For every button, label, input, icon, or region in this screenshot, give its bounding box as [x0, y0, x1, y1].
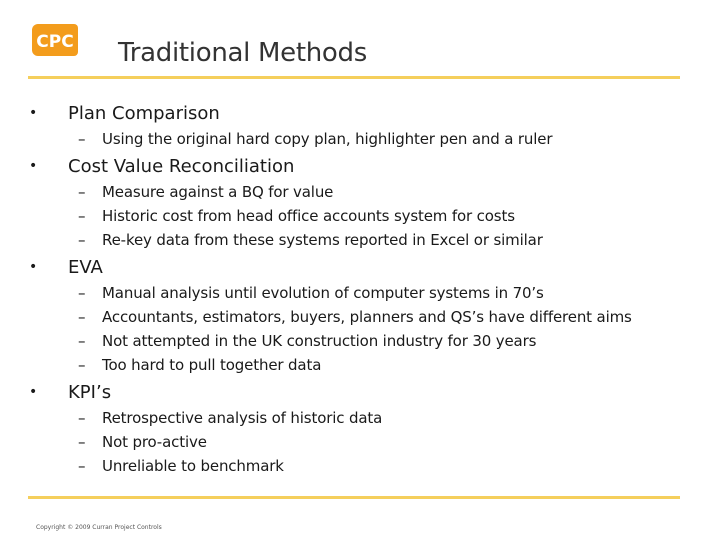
dash-marker: –	[78, 284, 86, 302]
cpc-logo	[30, 22, 80, 58]
bullet-text: Cost Value Reconciliation	[68, 156, 295, 177]
dash-marker: –	[78, 457, 86, 475]
bullet-eva	[26, 254, 686, 281]
sub-item: – Using the original hard copy plan, highlighter pen and a ruler	[26, 127, 686, 151]
dash-marker: –	[78, 231, 86, 249]
dash-marker: –	[78, 409, 86, 427]
bullet-text: KPI’s	[68, 382, 112, 403]
bullet-marker: •	[29, 105, 38, 121]
dash-marker: –	[78, 356, 86, 374]
dash-marker: –	[78, 183, 86, 201]
dash-marker: –	[78, 207, 86, 225]
copyright-text: Copyright © 2009 Curran Project Controls	[36, 524, 162, 531]
bullet-cost-value-reconciliation	[26, 153, 686, 180]
dash-marker: –	[78, 130, 86, 148]
dash-marker: –	[78, 308, 86, 326]
dash-marker: –	[78, 332, 86, 350]
sub-item: – Not pro-active	[26, 430, 686, 454]
sub-item: – Re-key data from these systems reported in Excel or similar	[26, 228, 686, 252]
sub-item: – Too hard to pull together data	[26, 353, 686, 377]
bullet-marker: •	[29, 384, 38, 400]
dash-marker: –	[78, 433, 86, 451]
bullet-list	[26, 100, 686, 478]
bullet-marker: •	[29, 158, 38, 174]
title-divider	[28, 76, 680, 79]
bullet-kpis	[26, 379, 686, 406]
logo-text: CPC	[36, 32, 74, 52]
sub-item: – Measure against a BQ for value	[26, 180, 686, 204]
bullet-marker: •	[29, 259, 38, 275]
sub-list	[26, 406, 686, 478]
sub-item: – Manual analysis until evolution of computer systems in 70’s	[26, 281, 686, 305]
sub-item: – Retrospective analysis of historic data	[26, 406, 686, 430]
slide-title: Traditional Methods	[118, 38, 367, 68]
sub-list	[26, 127, 686, 151]
sub-item: – Accountants, estimators, buyers, planners and QS’s have different aims	[26, 305, 686, 329]
sub-list	[26, 281, 686, 377]
sub-list	[26, 180, 686, 252]
sub-item: – Unreliable to benchmark	[26, 454, 686, 478]
sub-item: – Historic cost from head office accounts system for costs	[26, 204, 686, 228]
sub-item: – Not attempted in the UK construction industry for 30 years	[26, 329, 686, 353]
bullet-plan-comparison	[26, 100, 686, 127]
bullet-text: EVA	[68, 257, 103, 278]
footer-divider	[28, 496, 680, 499]
bullet-text: Plan Comparison	[68, 103, 220, 124]
